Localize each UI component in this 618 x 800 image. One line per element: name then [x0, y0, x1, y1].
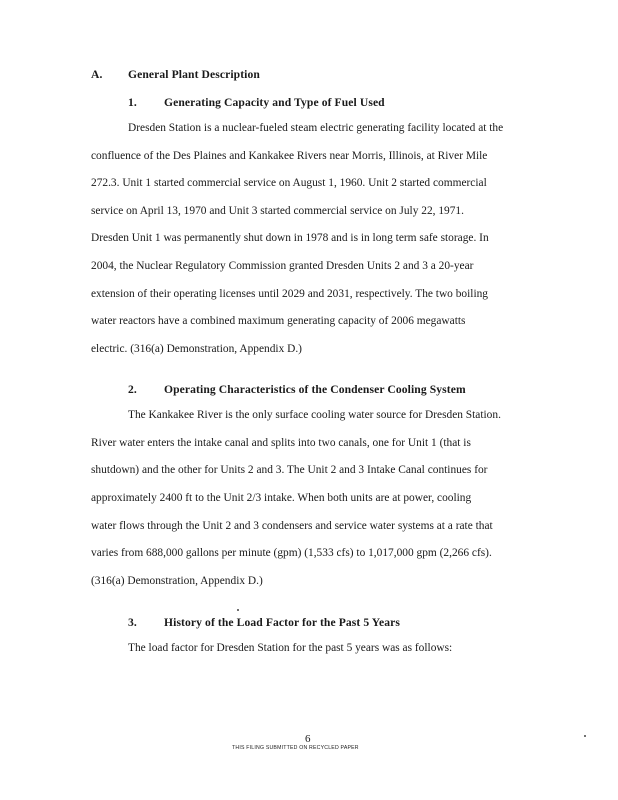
scan-speck	[584, 735, 586, 737]
section-2-number: 2.	[128, 383, 137, 396]
section-3-title: History of the Load Factor for the Past 5 Years	[164, 616, 400, 629]
section-3-number: 3.	[128, 616, 137, 629]
section-1-line-3: 272.3. Unit 1 started commercial service on August 1, 1960. Unit 2 started commercial	[91, 177, 487, 189]
section-2-line-6: varies from 688,000 gallons per minute (gpm) (1,533 cfs) to 1,017,000 gpm (2,266 cfs).	[91, 547, 492, 559]
section-2-line-5: water flows through the Unit 2 and 3 condensers and service water systems at a rate that	[91, 520, 493, 532]
section-a-number: A.	[91, 68, 103, 81]
page-number: 6	[305, 733, 311, 745]
section-1-line-7: extension of their operating licenses until 2029 and 2031, respectively. The two boiling	[91, 288, 489, 300]
section-1-line-2: confluence of the Des Plaines and Kankakee Rivers near Morris, Illinois, at River Mile	[91, 150, 488, 162]
section-1-line-6: 2004, the Nuclear Regulatory Commission granted Dresden Units 2 and 3 a 20-year	[91, 260, 474, 272]
section-a-title: General Plant Description	[128, 68, 260, 81]
section-2-line-3: shutdown) and the other for Units 2 and 3. The Unit 2 and 3 Intake Canal continues for	[91, 464, 488, 476]
section-2-line-2: River water enters the intake canal and splits into two canals, one for Unit 1 (that is	[91, 437, 471, 449]
section-1-title: Generating Capacity and Type of Fuel Used	[164, 96, 385, 109]
scan-speck	[237, 609, 239, 611]
section-2-line-7: (316(a) Demonstration, Appendix D.)	[91, 575, 263, 587]
section-1-number: 1.	[128, 96, 137, 109]
section-2-line-1: The Kankakee River is the only surface cooling water source for Dresden Station.	[128, 409, 501, 421]
section-3-line-1: The load factor for Dresden Station for the past 5 years was as follows:	[128, 642, 453, 654]
recycled-paper-footer: THIS FILING SUBMITTED ON RECYCLED PAPER	[232, 745, 359, 751]
section-1-line-9: electric. (316(a) Demonstration, Appendix D.)	[91, 343, 302, 355]
section-1-line-4: service on April 13, 1970 and Unit 3 started commercial service on July 22, 1971.	[91, 205, 464, 217]
section-2-title: Operating Characteristics of the Condenser Cooling System	[164, 383, 466, 396]
section-1-line-5: Dresden Unit 1 was permanently shut down in 1978 and is in long term safe storage. In	[91, 232, 489, 244]
section-2-line-4: approximately 2400 ft to the Unit 2/3 intake. When both units are at power, cooling	[91, 492, 472, 504]
section-1-line-8: water reactors have a combined maximum generating capacity of 2006 megawatts	[91, 315, 466, 327]
section-1-line-1: Dresden Station is a nuclear-fueled steam electric generating facility located at the	[128, 122, 504, 134]
